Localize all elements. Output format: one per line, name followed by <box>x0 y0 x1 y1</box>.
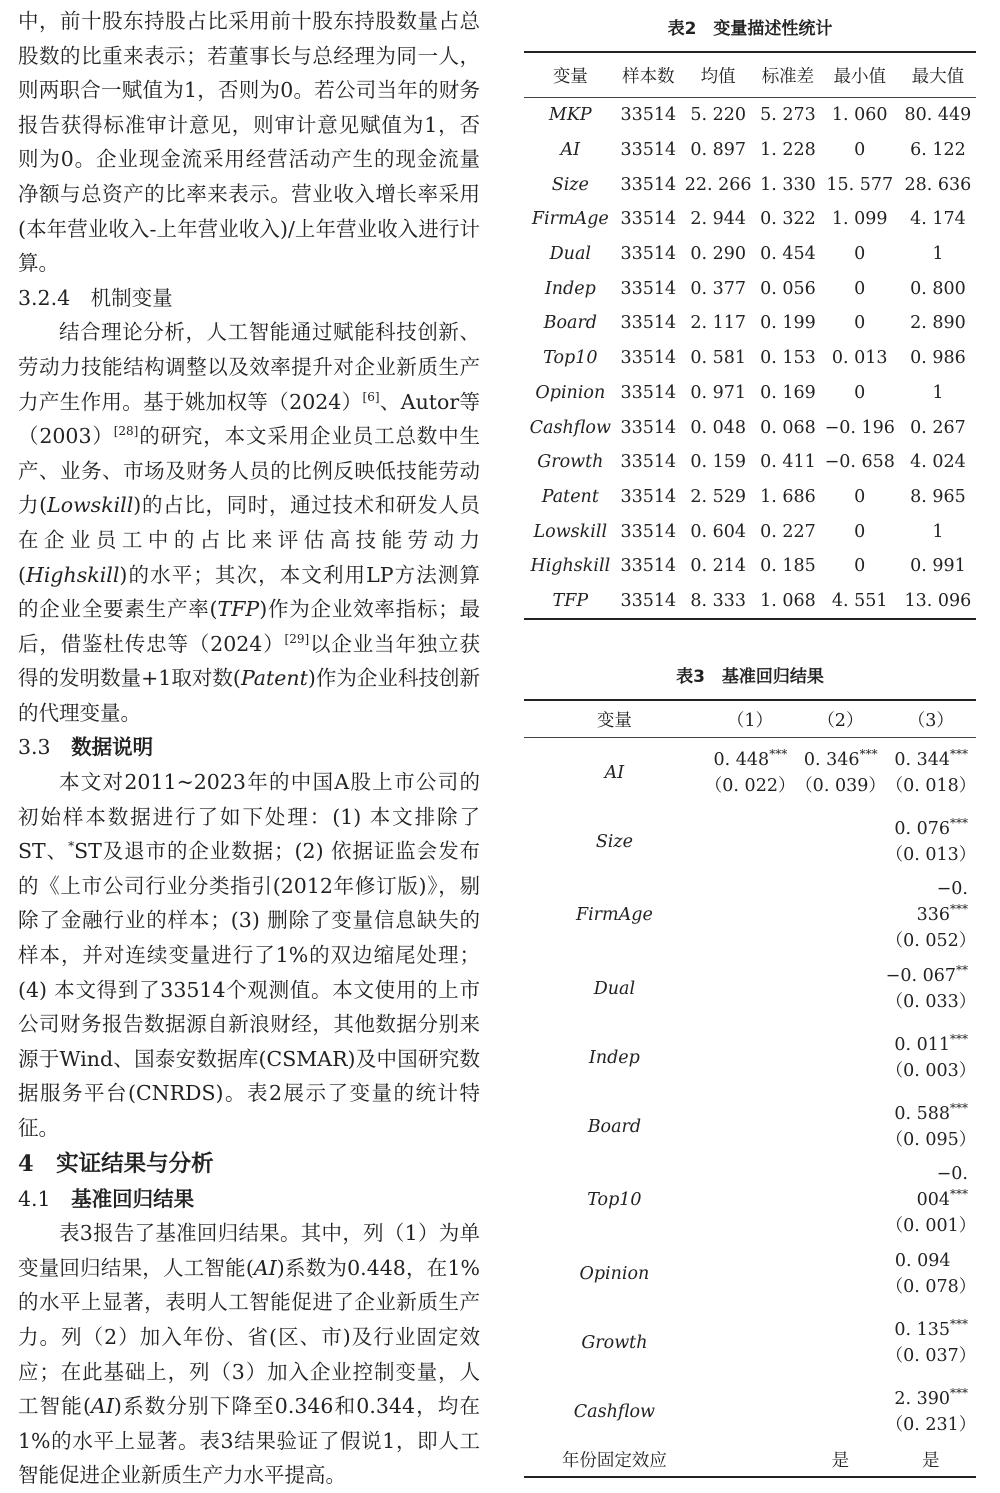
variable-name-cell: Size <box>551 174 589 195</box>
table-row <box>524 514 976 549</box>
variable-name-cell: Board <box>587 1116 642 1137</box>
standard-error: （0. 095） <box>885 1129 977 1150</box>
variable-name-cell: Cashflow <box>573 1401 656 1422</box>
coefficient-cell <box>886 1377 976 1446</box>
table-cell: 4. 551 <box>820 584 900 620</box>
table-2-header-cell: 最小值 <box>820 52 900 98</box>
table-3-header-cell: （2） <box>795 700 885 738</box>
table-cell: 0. 991 <box>910 556 966 577</box>
coefficient-cell <box>705 954 795 1023</box>
table-cell: 0 <box>854 521 866 542</box>
standard-error: （0. 003） <box>885 1060 977 1081</box>
table-cell: 33514 <box>620 417 677 438</box>
paragraph-baseline-results: 表3报告了基准回归结果。其中，列（1）为单变量回归结果，人工智能(AI)系数为0.448，在1%的水平上显著，表明人工智能促进了企业新质生产力。列（2）加入年份、省(区、市)及行业固定效应；在此基础上，列（3）加入企业控制变量，人工智能(AI)系数分别下降至0.346和0.344，均在1%的水平上显著。表3结果验证了假说1，即人工智能促进企业新质生产力水平提高。 <box>18 1221 481 1488</box>
variable-name-cell: Board <box>543 313 598 334</box>
significance-stars: *** <box>950 746 968 761</box>
fixed-effects-value: 是 <box>886 1446 976 1477</box>
table-row <box>524 480 976 515</box>
table-2-header-cell: 变量 <box>524 52 617 98</box>
coefficient-cell <box>795 876 885 954</box>
table-cell: 33514 <box>620 452 677 473</box>
variable-name-cell: Patent <box>541 486 599 507</box>
table-cell: 33514 <box>620 174 677 195</box>
table-row <box>524 1308 976 1377</box>
table-cell: 5. 220 <box>690 105 746 126</box>
table-row <box>524 584 976 620</box>
variable-name-cell: Indep <box>588 1047 640 1068</box>
heading-4-1: 4.1 基准回归结果 <box>18 1186 195 1211</box>
coefficient-cell <box>705 807 795 876</box>
significance-stars: *** <box>950 815 968 830</box>
table-cell: −0. 196 <box>824 417 895 438</box>
table-2-header-cell: 标准差 <box>756 52 819 98</box>
table-cell: 33514 <box>620 382 677 403</box>
coefficient-value: 0. 011 <box>894 1034 950 1055</box>
table-cell: 22. 266 <box>684 174 752 195</box>
table-3-baseline-regression <box>524 699 976 1478</box>
table-cell: 33514 <box>617 584 680 620</box>
table-row <box>524 202 976 237</box>
coefficient-cell <box>705 876 795 954</box>
fixed-effects-row <box>524 1446 976 1477</box>
significance-stars: *** <box>950 1385 968 1400</box>
table-cell: 1 <box>932 521 944 542</box>
fixed-effects-value: 是 <box>795 1446 885 1477</box>
table-cell: 33514 <box>620 209 677 230</box>
standard-error: （0. 039） <box>795 775 886 796</box>
variable-name-cell: Dual <box>593 978 636 999</box>
heading-3-2-4: 3.2.4 机制变量 <box>18 285 173 310</box>
table-row <box>524 237 976 272</box>
table-cell: 0. 971 <box>690 382 746 403</box>
coefficient-cell <box>886 1239 976 1308</box>
table-cell: 13. 096 <box>900 584 976 620</box>
table-cell: 2. 944 <box>690 209 746 230</box>
citation-ref[interactable]: [6] <box>362 389 380 404</box>
table-cell: 33514 <box>620 244 677 265</box>
table-cell: 1. 068 <box>756 584 819 620</box>
significance-stars: *** <box>950 1187 968 1202</box>
table-cell: −0. 658 <box>824 452 895 473</box>
table-row <box>524 549 976 584</box>
table-cell: 1. 099 <box>831 209 888 230</box>
standard-error: （0. 018） <box>885 775 977 796</box>
table-cell: 0. 454 <box>760 244 816 265</box>
variable-name-cell: Size <box>595 831 633 852</box>
standard-error: （0. 037） <box>885 1345 977 1366</box>
coefficient-cell <box>886 1308 976 1377</box>
table-cell: 1. 060 <box>831 105 888 126</box>
coefficient-value: 0. 135 <box>894 1319 950 1340</box>
table-2-header-cell: 样本数 <box>617 52 680 98</box>
table-row <box>524 98 976 133</box>
table-cell: 0. 377 <box>690 278 746 299</box>
coefficient-cell <box>795 1377 885 1446</box>
fixed-effects-value <box>705 1446 795 1477</box>
table-cell: 33514 <box>620 486 677 507</box>
coefficient-value: 2. 390 <box>894 1388 950 1409</box>
table-cell: 0. 013 <box>831 348 888 369</box>
table-row <box>524 738 976 808</box>
table-3-header-cell: 变量 <box>524 700 705 738</box>
table-cell: 33514 <box>620 313 677 334</box>
variable-name-cell: Indep <box>544 278 596 299</box>
table-cell: 0. 227 <box>760 521 816 542</box>
coefficient-value: 0. 094 <box>894 1250 951 1271</box>
significance-stars: *** <box>950 1100 968 1115</box>
right-column <box>524 0 976 1478</box>
variable-name-cell: Opinion <box>579 1263 650 1284</box>
coefficient-value: 0. 076 <box>894 818 950 839</box>
table-cell: 2. 529 <box>690 486 746 507</box>
fixed-effects-label: 年份固定效应 <box>524 1446 705 1477</box>
table-cell: 0. 290 <box>690 244 746 265</box>
table-cell: 1. 228 <box>760 140 816 161</box>
coefficient-cell <box>795 1092 885 1161</box>
table-cell: 0 <box>854 313 866 334</box>
table-cell: 8. 333 <box>680 584 756 620</box>
standard-error: （0. 013） <box>885 844 977 865</box>
significance-stars: *** <box>950 1316 968 1331</box>
coefficient-cell <box>705 1239 795 1308</box>
coefficient-cell <box>886 1161 976 1239</box>
variable-name-cell: Growth <box>537 452 604 473</box>
paragraph-mechanism: 结合理论分析，人工智能通过赋能科技创新、劳动力技能结构调整以及效率提升对企业新质生产力产生作用。基于姚加权等（2024）[6]、Autor等（2003）[28]的研究，本文采用企业员工总数中生产、业务、市场及财务人员的比例反映低技能劳动力(Lowskill)的占比，同时，通过技术和研发人员在企业员工中的占比来评估高技能劳动力(Highskill)的水平；其次，本文利用LP方法测算的企业全要素生产率(TFP)作为企业效率指标；最后，借鉴杜传忠等（2024）[29]以企业当年独立获得的发明数量+1取对数(Patent)作为企业科技创新的代理变量。 <box>18 320 481 725</box>
table-row <box>524 876 976 954</box>
table-cell: 0. 185 <box>760 556 816 577</box>
table-row <box>524 807 976 876</box>
table-cell: 28. 636 <box>904 174 972 195</box>
table-cell: 0. 581 <box>690 348 746 369</box>
coefficient-cell <box>886 807 976 876</box>
standard-error: （0. 231） <box>885 1414 977 1435</box>
table-cell: 0. 986 <box>910 348 966 369</box>
table-cell: 0. 169 <box>760 382 816 403</box>
table-row <box>524 271 976 306</box>
table-cell: 33514 <box>620 556 677 577</box>
significance-stars: ** <box>956 962 968 977</box>
table-cell: 0. 153 <box>760 348 816 369</box>
significance-stars: *** <box>859 746 878 761</box>
table-cell: 0. 199 <box>760 313 816 334</box>
citation-ref[interactable]: [29] <box>284 631 310 646</box>
coefficient-cell <box>886 954 976 1023</box>
variable-name-cell: AI <box>604 762 625 783</box>
coefficient-cell <box>705 1161 795 1239</box>
table-cell: 33514 <box>620 105 677 126</box>
table-3-header-cell: （3） <box>886 700 976 738</box>
table-cell: 0 <box>854 556 866 577</box>
standard-error: （0. 033） <box>885 991 977 1012</box>
table-cell: 0. 411 <box>760 452 816 473</box>
coefficient-cell <box>886 876 976 954</box>
table-cell: 4. 024 <box>910 452 966 473</box>
standard-error: （0. 022） <box>704 775 796 796</box>
coefficient-value: 0. 588 <box>894 1103 950 1124</box>
table-cell: 0. 056 <box>760 278 816 299</box>
variable-name-cell: Growth <box>581 1332 648 1353</box>
variable-name-cell: Top10 <box>543 348 598 369</box>
table-cell: 80. 449 <box>904 105 972 126</box>
table-cell: 33514 <box>620 140 677 161</box>
table-cell: 0 <box>854 486 866 507</box>
coefficient-value: 0. 346 <box>803 749 860 770</box>
variable-name-cell: Dual <box>549 244 591 265</box>
table-row <box>524 445 976 480</box>
coefficient-cell <box>886 1092 976 1161</box>
coefficient-cell <box>795 807 885 876</box>
significance-stars: *** <box>950 902 968 917</box>
table-3-caption: 表3 基准回归结果 <box>676 667 824 688</box>
table-row <box>524 167 976 202</box>
table-cell: 0. 322 <box>760 209 816 230</box>
table-cell: 33514 <box>620 278 677 299</box>
table-row <box>524 341 976 376</box>
table-cell: 0 <box>854 382 866 403</box>
coefficient-cell <box>795 1308 885 1377</box>
variable-name-cell: TFP <box>524 584 617 620</box>
table-row <box>524 133 976 168</box>
table-row <box>524 306 976 341</box>
table-row <box>524 1239 976 1308</box>
table-row <box>524 954 976 1023</box>
coefficient-cell <box>705 1377 795 1446</box>
table-2-header-cell: 均值 <box>680 52 756 98</box>
table-cell: 0. 604 <box>690 521 746 542</box>
table-2-caption: 表2 变量描述性统计 <box>667 19 833 39</box>
variable-name-cell: Lowskill <box>533 521 608 542</box>
table-cell: 1. 686 <box>760 486 816 507</box>
coefficient-cell <box>705 1023 795 1092</box>
coefficient-cell <box>795 738 885 808</box>
coefficient-cell <box>795 954 885 1023</box>
citation-ref[interactable]: [28] <box>113 424 139 439</box>
coefficient-value: 0. 448 <box>713 749 770 770</box>
table-cell: 0. 068 <box>760 417 816 438</box>
table-row <box>524 1023 976 1092</box>
coefficient-cell <box>705 1092 795 1161</box>
significance-stars: *** <box>950 1031 968 1046</box>
table-cell: 0. 048 <box>690 417 746 438</box>
variable-name-cell: Cashflow <box>529 417 611 438</box>
table-cell: 2. 117 <box>690 313 746 334</box>
table-cell: 6. 122 <box>910 140 966 161</box>
table-row <box>524 1092 976 1161</box>
paragraph-data-description: 本文对2011~2023年的中国A股上市公司的初始样本数据进行了如下处理：(1) 本文排除了ST、*ST及退市的企业数据；(2) 依据证监会发布的《上市公司行业分类指引(2012年修订版)》，剔除了金融行业的样本；(3) 删除了变量信息缺失的样本，并对连续变量进行了1%的双边缩尾处理；(4) 本文得到了33514个观测值。本文使用的上市公司财务报告数据源自新浪财经，其他数据分别来源于Wind、国泰安数据库(CSMAR)及中国研究数据服务平台(CNRDS)。表2展示了变量的统计特征。 <box>18 770 480 1140</box>
coefficient-value: −0. 004 <box>916 1164 968 1211</box>
paragraph-control-vars: 中，前十股东持股占比采用前十股东持股数量占总股数的比重来表示；若董事长与总经理为同一人，则两职合一赋值为1，否则为0。若公司当年的财务报告获得标准审计意见，则审计意见赋值为1，否则为0。企业现金流采用经营活动产生的现金流量净额与总资产的比率来表示。营业收入增长率采用(本年营业收入-上年营业收入)/上年营业收入进行计算。 <box>18 9 480 276</box>
coefficient-cell <box>705 738 795 808</box>
variable-name-cell: FirmAge <box>575 905 653 926</box>
table-cell: 0. 897 <box>690 140 746 161</box>
table-cell: 0. 800 <box>910 278 966 299</box>
table-cell: 0 <box>854 278 866 299</box>
table-cell: 5. 273 <box>760 105 816 126</box>
table-cell: 0. 159 <box>690 452 746 473</box>
left-column <box>18 4 480 1493</box>
variable-name-cell: AI <box>560 140 581 161</box>
table-cell: 0 <box>854 140 866 161</box>
table-cell: 1 <box>932 244 944 265</box>
table-cell: 1. 330 <box>760 174 816 195</box>
variable-name-cell: FirmAge <box>531 209 609 230</box>
table-cell: 8. 965 <box>910 486 966 507</box>
coefficient-cell <box>795 1023 885 1092</box>
table-2-header-cell: 最大值 <box>900 52 976 98</box>
coefficient-cell <box>705 1308 795 1377</box>
table-cell: 15. 577 <box>826 174 894 195</box>
table-3-header-cell: （1） <box>705 700 795 738</box>
table-cell: 0 <box>854 244 866 265</box>
table-cell: 33514 <box>620 521 677 542</box>
table-cell: 2. 890 <box>910 313 966 334</box>
variable-name-cell: Top10 <box>587 1190 642 1211</box>
significance-stars: *** <box>769 746 788 761</box>
standard-error: （0. 052） <box>885 931 977 952</box>
coefficient-cell <box>795 1239 885 1308</box>
table-cell: 0. 214 <box>690 556 746 577</box>
coefficient-cell <box>795 1161 885 1239</box>
table-cell: 4. 174 <box>910 209 966 230</box>
standard-error: （0. 078） <box>885 1276 977 1297</box>
variable-name-cell: Opinion <box>535 382 606 403</box>
table-cell: 33514 <box>620 348 677 369</box>
table-2-descriptive-stats <box>524 51 976 620</box>
coefficient-value: −0. 336 <box>916 879 968 926</box>
coefficient-value: −0. 067 <box>885 965 956 986</box>
coefficient-cell <box>886 1023 976 1092</box>
table-row <box>524 376 976 411</box>
coefficient-value: 0. 344 <box>894 749 950 770</box>
variable-name-cell: MKP <box>548 105 592 126</box>
standard-error: （0. 001） <box>885 1216 977 1237</box>
heading-3-3: 3.3 数据说明 <box>18 735 154 760</box>
table-row <box>524 1161 976 1239</box>
coefficient-cell <box>886 738 976 808</box>
heading-4: 4 实证结果与分析 <box>18 1150 214 1177</box>
table-row <box>524 410 976 445</box>
table-row <box>524 1377 976 1446</box>
table-cell: 0. 267 <box>910 417 966 438</box>
table-cell: 1 <box>932 382 944 403</box>
variable-name-cell: Highskill <box>530 556 611 577</box>
